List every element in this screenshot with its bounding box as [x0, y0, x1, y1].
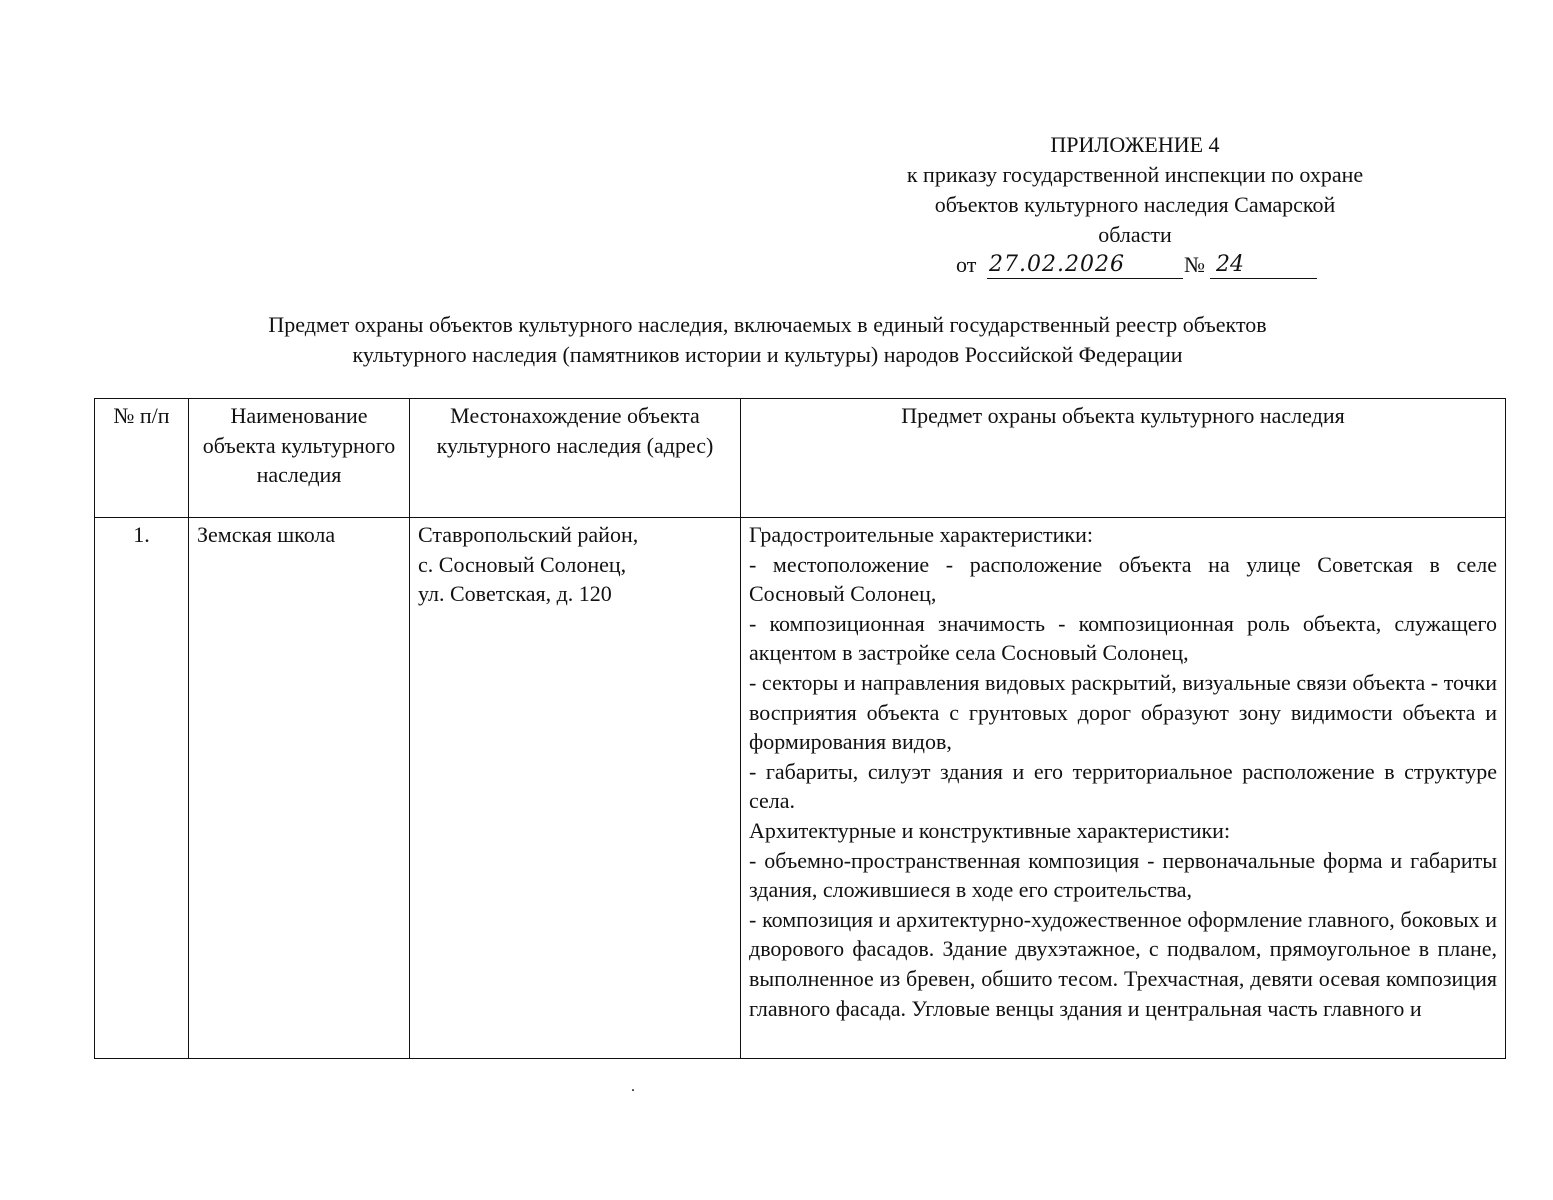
row-number: 1.: [95, 518, 189, 1059]
appendix-title: ПРИЛОЖЕНИЕ 4: [1050, 132, 1220, 157]
handwritten-date: 27.02.2026: [987, 250, 1183, 279]
row-address: [410, 518, 741, 1059]
date-label: от: [956, 252, 977, 277]
number-label: №: [1184, 252, 1205, 277]
document-title: [100, 310, 1435, 370]
row-name: Земская школа: [189, 518, 410, 1059]
appendix-line-3: области: [1098, 222, 1172, 247]
appendix-line-1: к приказу государственной инспекции по охране: [906, 162, 1364, 187]
appendix-line-2: объектов культурного наследия Самарской: [934, 192, 1336, 217]
description-paragraph: - местоположение - расположение объекта на улице Советская в селе Сосновый Солонец,: [749, 551, 1497, 607]
table-header-row: [95, 399, 1506, 518]
description-paragraph: - объемно-пространственная композиция - первоначальные форма и габариты здания, сложившиеся в ходе его строительства,: [749, 847, 1497, 903]
table-row: [95, 518, 1506, 1059]
address-line: Ставропольский район,: [418, 522, 639, 547]
handwritten-number: 24: [1210, 250, 1317, 279]
description-paragraph: - секторы и направления видовых раскрытий, визуальные связи объекта - точки восприятия объекта с грунтовых дорог образуют зону видимости объекта и формирования видов,: [749, 669, 1497, 755]
row-description: [741, 518, 1506, 1059]
heritage-table: [94, 398, 1506, 1059]
header-subject: Предмет охраны объекта культурного наследия: [741, 399, 1506, 518]
order-date-number-line: [830, 250, 1440, 282]
description-paragraph: - композиция и архитектурно-художественное оформление главного, боковых и дворового фасадов. Здание двухэтажное, с подвалом, прямоугольное в плане, выполненное из бревен, обшито тесом. Трехчастная, девяти осевая композиция главного фасада. Угловые венцы здания и центральная часть главного и: [749, 906, 1497, 1021]
header-name: Наименование объекта культурного наследия: [189, 399, 410, 518]
footer-mark: .: [631, 1078, 635, 1095]
header-number: № п/п: [95, 399, 189, 518]
description-paragraph: - габариты, силуэт здания и его территориальное расположение в структуре села.: [749, 758, 1497, 814]
description-paragraph: - композиционная значимость - композиционная роль объекта, служащего акцентом в застройке села Сосновый Солонец,: [749, 610, 1497, 666]
document-title-line-1: Предмет охраны объектов культурного наследия, включаемых в единый государственный реестр объектов: [268, 312, 1267, 337]
header-address: Местонахождение объекта культурного наследия (адрес): [410, 399, 741, 518]
address-line: ул. Советская, д. 120: [418, 581, 612, 607]
document-title-line-2: культурного наследия (памятников истории и культуры) народов Российской Федерации: [352, 342, 1183, 367]
appendix-block: [830, 130, 1440, 282]
description-paragraph: Градостроительные характеристики:: [749, 522, 1093, 547]
address-line: с. Сосновый Солонец,: [418, 551, 627, 577]
description-paragraph: Архитектурные и конструктивные характеристики:: [749, 817, 1231, 843]
